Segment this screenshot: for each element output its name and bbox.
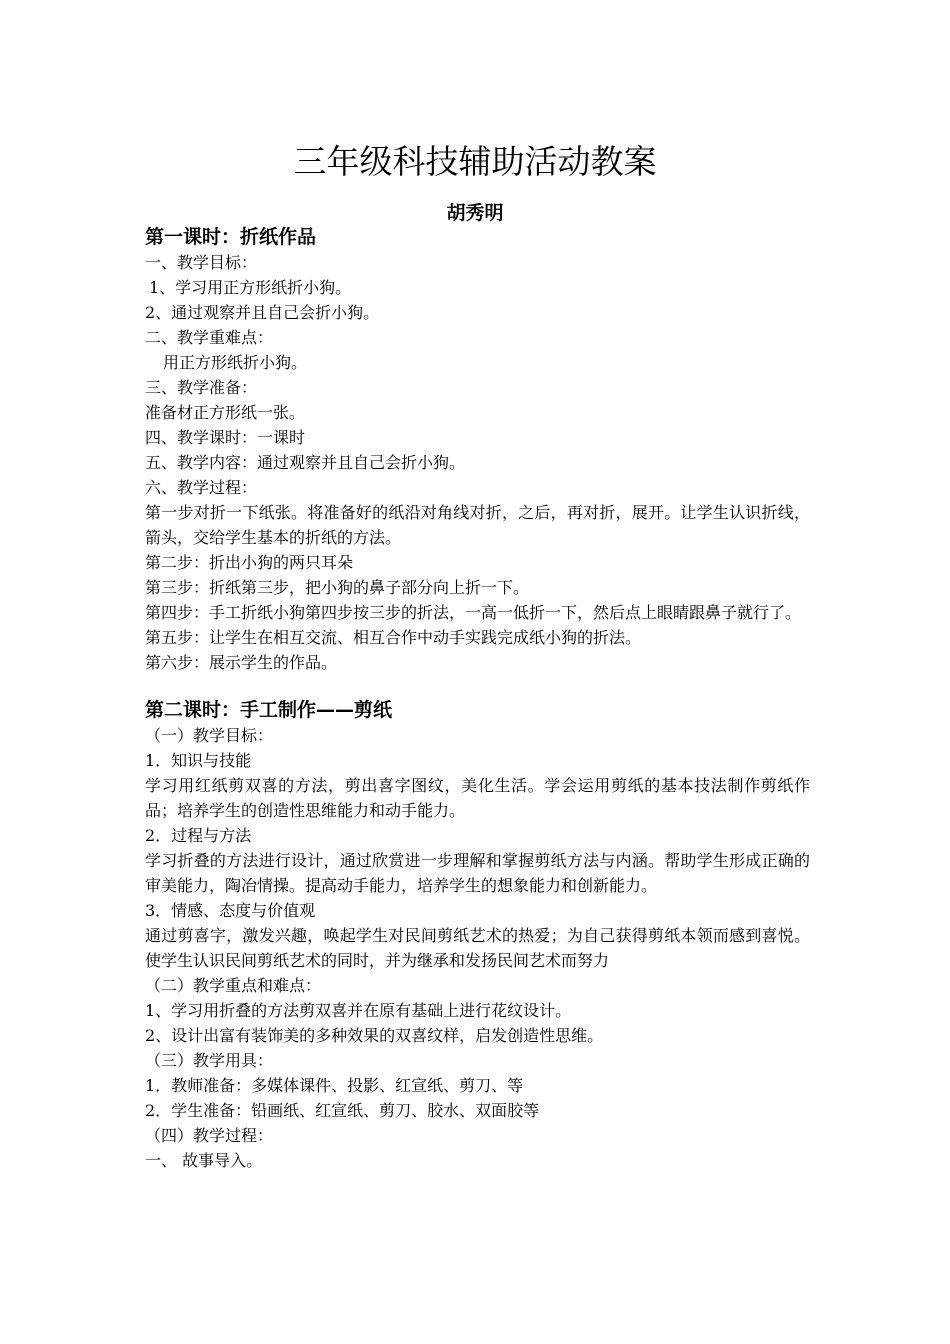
lesson1-line: 四、教学课时：一课时	[145, 428, 306, 447]
lesson2-line: （二）教学重点和难点：	[145, 976, 322, 995]
lesson1-line: 用正方形纸折小狗。	[163, 353, 308, 372]
lesson2-line: 1、学习用折叠的方法剪双喜并在原有基础上进行花纹设计。	[145, 1001, 572, 1020]
lesson2-line: 2、设计出富有装饰美的多种效果的双喜纹样，启发创造性思维。	[145, 1026, 604, 1045]
lesson1-line: 二、教学重难点：	[145, 328, 274, 347]
lesson2-line: （一）教学目标：	[145, 726, 274, 745]
lesson1-line: 第一步对折一下纸张。将准备好的纸沿对角线对折，之后，再对折，展开。让学生认识折线，箭头，交给学生基本的折纸的方法。	[145, 503, 810, 547]
lesson2-line: 学习用红纸剪双喜的方法，剪出喜字图纹，美化生活。学会运用剪纸的基本技法制作剪纸作品；培养学生的创造性思维能力和动手能力。	[145, 776, 810, 820]
lesson2-line: 1．知识与技能	[145, 751, 252, 770]
lesson2-line: 2．学生准备：铅画纸、红宣纸、剪刀、胶水、双面胶等	[145, 1101, 540, 1120]
lesson1-heading: 第一课时：折纸作品	[145, 226, 317, 248]
lesson2-heading: 第二课时：手工制作——剪纸	[145, 699, 393, 721]
lesson1-line: 1、学习用正方形纸折小狗。	[149, 278, 352, 297]
lesson1-line: 准备材正方形纸一张。	[145, 403, 306, 422]
lesson2-line: 1．教师准备：多媒体课件、投影、红宣纸、剪刀、等	[145, 1076, 524, 1095]
section-spacer	[145, 675, 810, 697]
lesson1-line: 六、教学过程：	[145, 478, 258, 497]
lesson1-line: 第四步：手工折纸小狗第四步按三步的折法，一高一低折一下，然后点上眼睛跟鼻子就行了。	[145, 603, 802, 622]
document-title: 三年级科技辅助活动教案	[293, 142, 657, 181]
lesson1-line: 一、教学目标：	[145, 253, 258, 272]
lesson2-line: 3．情感、态度与价值观	[145, 901, 316, 920]
lesson1-line: 三、教学准备：	[145, 378, 258, 397]
lesson1-line: 第五步：让学生在相互交流、相互合作中动手实践完成纸小狗的折法。	[145, 628, 642, 647]
lesson2-line: 通过剪喜字，激发兴趣，唤起学生对民间剪纸艺术的热爱；为自己获得剪纸本领而感到喜悦。使学生认识民间剪纸艺术的同时，并为继承和发扬民间艺术而努力	[145, 926, 810, 970]
lesson1-line: 第二步：折出小狗的两只耳朵	[145, 553, 354, 572]
lesson1-line: 第六步：展示学生的作品。	[145, 653, 338, 672]
author-name: 胡秀明	[446, 202, 504, 224]
lesson2-line: 学习折叠的方法进行设计，通过欣赏进一步理解和掌握剪纸方法与内涵。帮助学生形成正确的审美能力，陶冶情操。提高动手能力，培养学生的想象能力和创新能力。	[145, 851, 810, 895]
lesson2-line: （四）教学过程：	[145, 1126, 274, 1145]
lesson1-line: 五、教学内容：通过观察并且自己会折小狗。	[145, 453, 466, 472]
document-body	[145, 224, 810, 1173]
lesson1-line: 第三步：折纸第三步，把小狗的鼻子部分向上折一下。	[145, 578, 530, 597]
lesson2-line: 2．过程与方法	[145, 826, 252, 845]
lesson1-line: 2、通过观察并且自己会折小狗。	[145, 303, 380, 322]
lesson2-line: 一、 故事导入。	[145, 1151, 263, 1170]
lesson2-line: （三）教学用具：	[145, 1051, 274, 1070]
